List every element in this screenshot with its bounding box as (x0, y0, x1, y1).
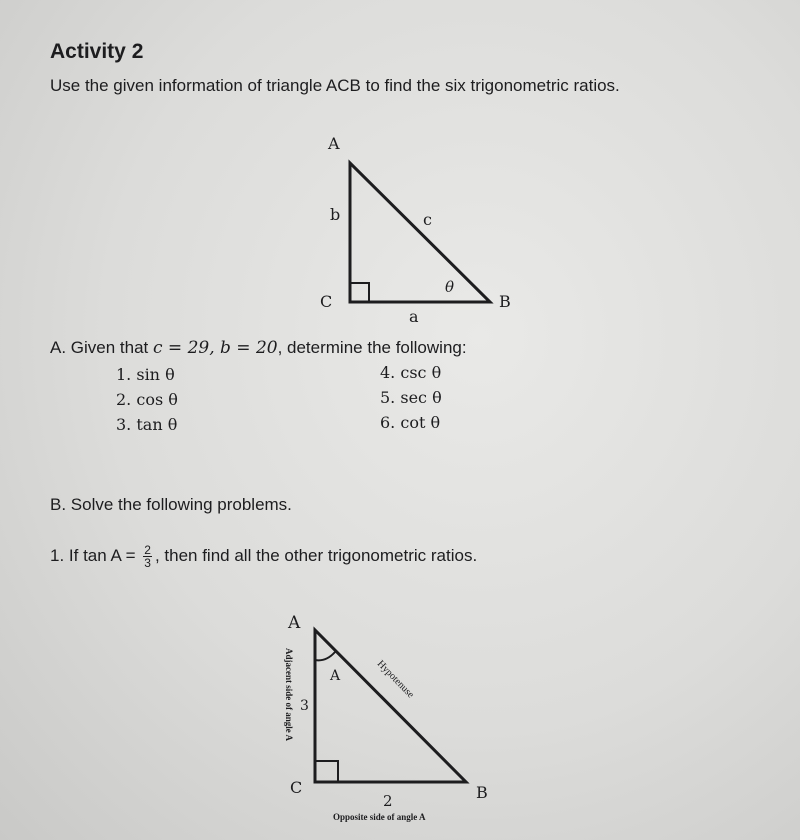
part-b-heading: B. Solve the following problems. (50, 495, 292, 514)
part-a-lead: A. Given that (50, 338, 153, 357)
triangle-1-side-c: c (423, 210, 432, 229)
part-a-given: c = 29, b = 20 (153, 338, 278, 358)
triangle-2-vertex-b: B (476, 783, 488, 802)
triangle-1-vertex-b: B (499, 292, 511, 311)
activity-title: Activity 2 (50, 40, 144, 63)
triangle-2-vertex-a: A (288, 613, 301, 633)
triangle-2-angle-label: A (330, 668, 341, 684)
triangle-1-vertex-c: C (320, 292, 333, 311)
triangle-2-angle-arc (315, 652, 335, 660)
triangle-1-angle-theta: θ (445, 278, 455, 296)
part-a-item-sin: 1. sin θ (116, 365, 175, 384)
triangle-1-vertex-a: A (328, 134, 340, 153)
triangle-2-opposite-caption: Opposite side of angle A (333, 812, 426, 822)
part-b-problem-suffix: , then find all the other trigonometric ratios. (154, 545, 478, 565)
part-a-item-tan: 3. tan θ (116, 415, 178, 434)
triangle-2-right-angle-mark (315, 761, 338, 782)
triangle-1-side-a: a (409, 307, 419, 326)
tan-a-denominator: 3 (144, 556, 151, 570)
triangle-2-vertex-c: C (290, 778, 303, 797)
part-a-item-csc: 4. csc θ (380, 363, 442, 382)
triangle-1-side-b: b (330, 205, 341, 224)
part-a-item-cos: 2. cos θ (116, 390, 178, 409)
triangle-2-outline (315, 630, 466, 782)
part-a-item-sec: 5. sec θ (380, 388, 442, 407)
part-a-tail: , determine the following: (277, 338, 467, 357)
tan-a-numerator: 2 (144, 543, 151, 557)
triangle-2-hypotenuse-caption: Hypotenuse (374, 658, 416, 701)
triangle-2-adjacent-caption: Adjacent side of angle A (284, 648, 294, 741)
triangle-2-adjacent-value: 3 (300, 698, 309, 714)
part-a-item-cot: 6. cot θ (380, 413, 441, 432)
activity-instruction: Use the given information of triangle ACB to find the six trigonometric ratios. (50, 76, 620, 95)
triangle-2-opposite-value: 2 (383, 792, 393, 810)
part-b-problem-prefix: 1. If tan A = (50, 545, 141, 565)
